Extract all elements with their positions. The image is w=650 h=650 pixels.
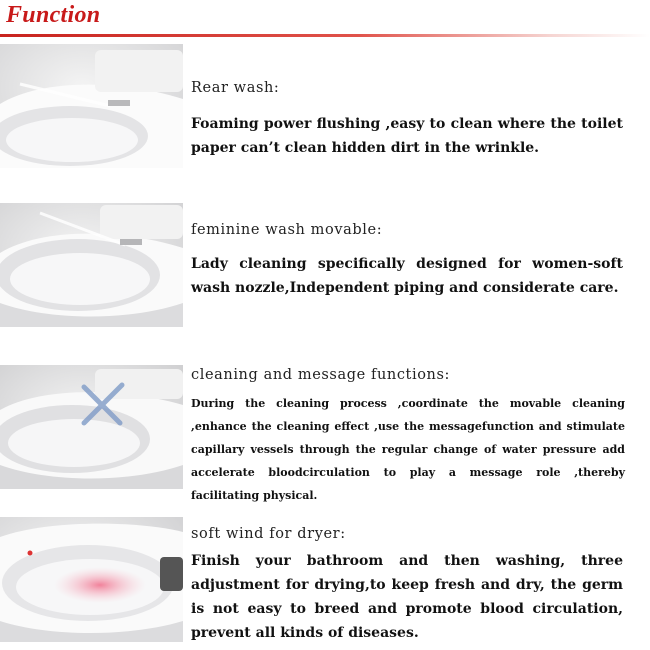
section-title: feminine wash movable:: [191, 222, 383, 238]
section-title: cleaning and message functions:: [191, 367, 451, 383]
toilet-massage-photo: [0, 365, 183, 489]
toilet-rear-wash-photo: [0, 44, 183, 168]
section-description: Lady cleaning specifically designed for women-soft wash nozzle,Independent piping and considerate care.: [191, 256, 623, 296]
section-description: Foaming power flushing ,easy to clean where the toilet paper can’t clean hidden dirt in the wrinkle.: [191, 116, 623, 156]
section-title: soft wind for dryer:: [191, 526, 346, 542]
header-divider: [0, 34, 650, 37]
toilet-dryer-photo: [0, 517, 183, 642]
section-title: Rear wash:: [191, 80, 280, 96]
section-description: Finish your bathroom and then washing, three adjustment for drying,to keep fresh and dry, the germ is not easy to breed and promote blood circulation, prevent all kinds of diseases.: [191, 553, 623, 641]
page-title: Function: [6, 2, 101, 28]
toilet-feminine-wash-photo: [0, 203, 183, 327]
section-description: During the cleaning process ,coordinate the movable cleaning ,enhance the cleaning effect ,use the messagefunction and stimulate capillary vessels through the regular change of water pressure add accelerate bloodcirculation to play a message role ,thereby facilitating physical.: [191, 397, 625, 502]
